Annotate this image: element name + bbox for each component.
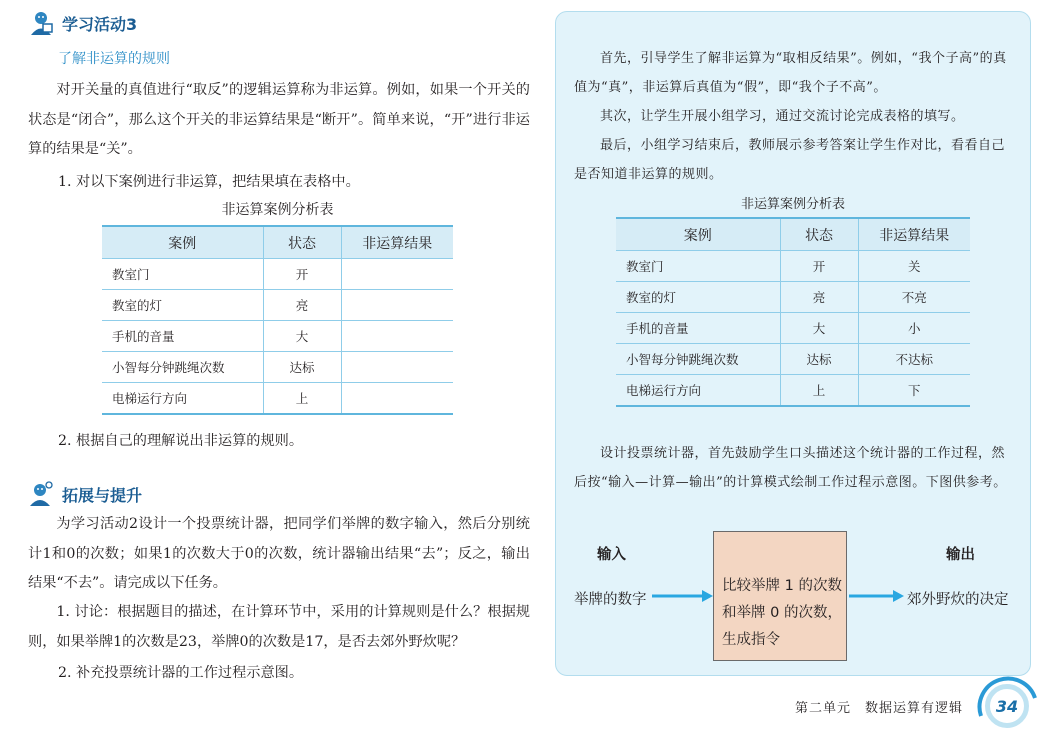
section-subheading: 了解非运算的规则 <box>58 51 170 67</box>
cell-case: 小智每分钟跳绳次数 <box>616 344 780 375</box>
flow-input-text: 举牌的数字 <box>574 592 647 608</box>
cell-result: 不亮 <box>858 282 970 313</box>
cell-result-blank[interactable] <box>341 290 453 321</box>
extend-heading <box>28 481 142 507</box>
col-header-result: 非运算结果 <box>858 218 970 251</box>
flow-output-text: 郊外野炊的决定 <box>907 592 1009 608</box>
cell-case: 教室的灯 <box>616 282 780 313</box>
output-arrow-icon <box>847 586 905 606</box>
table-row <box>616 282 970 313</box>
notes-paragraph-4: 设计投票统计器，首先鼓励学生口头描述这个统计器的工作过程，然后按“输入—计算—输出”的计算模式绘制工作过程示意图。下图供参考。 <box>574 446 1007 490</box>
table-header-row <box>102 226 453 259</box>
activity-title: 学习活动3 <box>62 14 138 34</box>
table-row <box>102 352 453 383</box>
page-number: 34 <box>985 684 1029 728</box>
col-header-case: 案例 <box>102 226 263 259</box>
cell-result-blank[interactable] <box>341 352 453 383</box>
task-1-text: 1. 对以下案例进行非运算，把结果填在表格中。 <box>58 174 360 190</box>
col-header-state: 状态 <box>263 226 341 259</box>
intro-paragraph: 对开关量的真值进行“取反”的逻辑运算称为非运算。例如，如果一个开关的状态是“闭合”，那么这个开关的非运算结果是“断开”。简单来说，“开”进行非运算的结果是“关”。 <box>28 82 530 157</box>
flow-output-label: 输出 <box>946 547 975 563</box>
cell-state: 开 <box>780 251 858 282</box>
calc-line-2: 和举牌 0 的次数， <box>722 605 842 621</box>
cell-state: 上 <box>780 375 858 407</box>
student-thinking-icon <box>28 481 54 507</box>
cell-state: 大 <box>263 321 341 352</box>
cell-result-blank[interactable] <box>341 383 453 415</box>
task-2-text: 2. 根据自己的理解说出非运算的规则。 <box>58 433 304 449</box>
col-header-case: 案例 <box>616 218 780 251</box>
cell-state: 大 <box>780 313 858 344</box>
table-row <box>102 321 453 352</box>
table-header-row <box>616 218 970 251</box>
cell-case: 教室的灯 <box>102 290 263 321</box>
extend-task-2-text: 2. 补充投票统计器的工作过程示意图。 <box>58 665 304 681</box>
table-row <box>616 313 970 344</box>
notes-paragraph-1: 首先，引导学生了解非运算为“取相反结果”。例如，“我个子高”的真值为“真”，非运算后真值为“假”，即“我个子不高”。 <box>574 51 1007 95</box>
col-header-state: 状态 <box>780 218 858 251</box>
cell-state: 亮 <box>263 290 341 321</box>
table-row <box>102 259 453 290</box>
table-row <box>616 375 970 407</box>
activity-heading <box>28 10 137 36</box>
cell-case: 小智每分钟跳绳次数 <box>102 352 263 383</box>
table-row <box>102 290 453 321</box>
cell-case: 教室门 <box>102 259 263 290</box>
extend-title: 拓展与提升 <box>62 485 143 505</box>
cell-state: 上 <box>263 383 341 415</box>
cell-state: 开 <box>263 259 341 290</box>
cell-case: 教室门 <box>616 251 780 282</box>
notes-paragraph-3: 最后，小组学习结束后，教师展示参考答案让学生作对比，看看自己是否知道非运算的规则。 <box>574 138 1006 182</box>
notes-paragraph-2: 其次，让学生开展小组学习，通过交流讨论完成表格的填写。 <box>600 109 965 124</box>
cell-result: 关 <box>858 251 970 282</box>
input-arrow-icon <box>650 586 714 606</box>
table-caption-left: 非运算案例分析表 <box>221 202 334 218</box>
table-row <box>102 383 453 415</box>
analysis-table-answers <box>616 217 970 407</box>
unit-footer: 第二单元 数据运算有逻辑 <box>795 701 964 716</box>
cell-case: 电梯运行方向 <box>102 383 263 415</box>
table-row <box>616 251 970 282</box>
cell-state: 亮 <box>780 282 858 313</box>
calc-line-3: 生成指令 <box>722 632 780 648</box>
student-reading-icon <box>28 10 54 36</box>
cell-result-blank[interactable] <box>341 321 453 352</box>
cell-case: 电梯运行方向 <box>616 375 780 407</box>
cell-result: 小 <box>858 313 970 344</box>
table-caption-right: 非运算案例分析表 <box>740 197 845 212</box>
calc-line-1: 比较举牌 1 的次数 <box>722 578 842 594</box>
cell-state: 达标 <box>780 344 858 375</box>
extend-task-1-text: 1. 讨论：根据题目的描述，在计算环节中，采用的计算规则是什么？根据规则，如果举牌1的次数是23，举牌0的次数是17，是否去郊外野炊呢？ <box>28 604 530 650</box>
cell-result: 下 <box>858 375 970 407</box>
cell-result-blank[interactable] <box>341 259 453 290</box>
cell-case: 手机的音量 <box>102 321 263 352</box>
analysis-table-blank <box>102 225 453 415</box>
table-row <box>616 344 970 375</box>
col-header-result: 非运算结果 <box>341 226 453 259</box>
cell-result: 不达标 <box>858 344 970 375</box>
cell-case: 手机的音量 <box>616 313 780 344</box>
flow-input-label: 输入 <box>597 547 626 563</box>
extend-intro-paragraph: 为学习活动2设计一个投票统计器，把同学们举牌的数字输入，然后分别统计1和0的次数；如果1的次数大于0的次数，统计器输出结果“去”；反之，输出结果“不去”。请完成以下任务。 <box>28 516 530 591</box>
cell-state: 达标 <box>263 352 341 383</box>
